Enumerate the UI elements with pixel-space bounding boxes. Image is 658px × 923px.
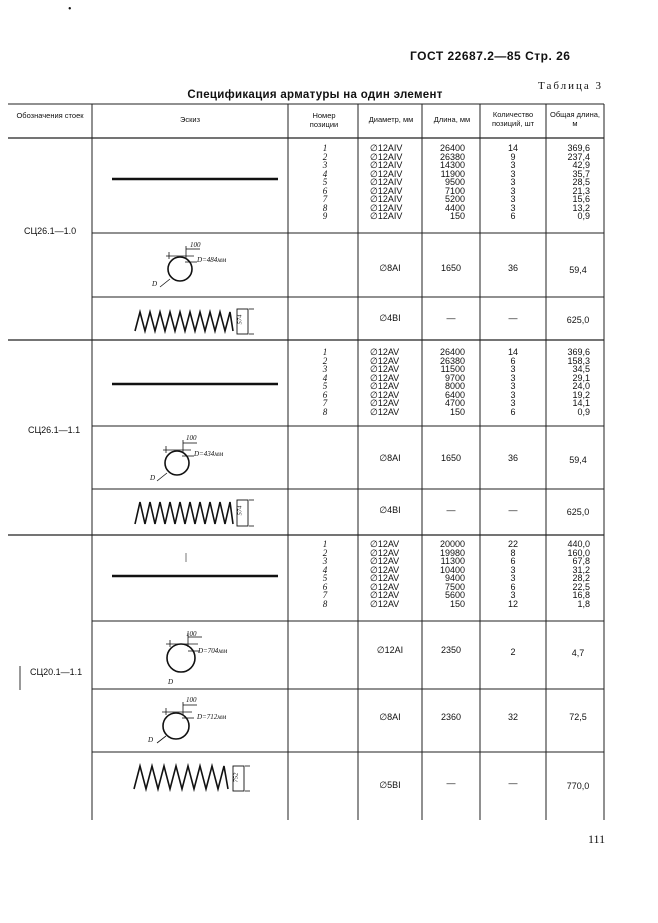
dim-top-2: 100 — [186, 434, 197, 442]
len-list-2: 26400 26380 11500 9700 8000 6400 4700 150 — [439, 347, 465, 417]
qty-cell-1b: 36 — [507, 263, 518, 273]
dia-cell-1b: ∅8AI — [379, 263, 401, 273]
dim-side-2: 574 — [236, 505, 244, 516]
len-cell-3d: — — [446, 778, 456, 788]
group-mark-1: СЦ26.1—1.0 — [24, 226, 77, 236]
col-header-len: Длина, мм — [433, 115, 471, 124]
total-cell-1b: 59,4 — [569, 265, 587, 275]
table-title: Спецификация арматуры на один элемент — [187, 89, 443, 101]
document-header: ГОСТ 22687.2—85 Стр. 26 — [410, 49, 571, 63]
ring-sketch-2 — [157, 440, 197, 481]
len-list-1: 26400 26380 14300 11900 9500 7100 5200 4400 150 — [439, 143, 465, 221]
dia-cell-3d: ∅5BI — [379, 780, 401, 790]
ring-sketch-4 — [157, 702, 197, 743]
col-header-dia: Диаметр, мм — [368, 115, 414, 124]
qty-cell-1c: — — [508, 313, 518, 323]
dim-label-2: D — [150, 474, 156, 482]
dim-d-4: D=712мм — [197, 713, 227, 721]
len-cell-2c: — — [446, 505, 456, 515]
dia-cell-2c: ∅4BI — [379, 505, 401, 515]
total-cell-3b: 4,7 — [571, 648, 585, 658]
dia-list-3: ∅12AV ∅12AV ∅12AV ∅12AV ∅12AV ∅12AV ∅12AV ∅12AV — [370, 539, 400, 609]
qty-cell-3c: 32 — [507, 712, 518, 722]
col-header-total: Общая длина, м — [550, 110, 600, 128]
len-cell-3c: 2360 — [440, 712, 462, 722]
dim-d-2: D=434мм — [194, 450, 224, 458]
total-cell-3d: 770,0 — [566, 781, 590, 791]
dia-cell-2b: ∅8AI — [379, 453, 401, 463]
dim-side-1: 574 — [236, 314, 244, 325]
total-cell-1c: 625,0 — [566, 315, 590, 325]
qty-list-3: 22 8 6 3 3 6 3 12 — [507, 539, 518, 609]
dim-top-3: 100 — [186, 630, 197, 638]
len-cell-1c: — — [446, 313, 456, 323]
dim-top-1: 100 — [190, 241, 201, 249]
col-header-qty: Количество позиций, шт — [491, 110, 535, 128]
dim-side-3: 752 — [232, 772, 240, 783]
total-cell-2b: 59,4 — [569, 455, 587, 465]
dim-top-4: 100 — [186, 696, 197, 704]
len-cell-1b: 1650 — [440, 263, 462, 273]
len-cell-3b: 2350 — [440, 645, 462, 655]
qty-cell-2c: — — [508, 505, 518, 515]
group-mark-3: СЦ20.1—1.1 — [30, 667, 83, 677]
qty-cell-2b: 36 — [507, 453, 518, 463]
qty-list-1: 14 9 3 3 3 3 3 3 6 — [507, 143, 518, 221]
col-header-mark: Обозначения стоек — [16, 111, 84, 120]
total-list-1: 369,6 237,4 42,9 35,7 28,5 21,3 15,6 13,2 0,9 — [567, 143, 590, 221]
ring-sketch-3 — [166, 633, 202, 672]
qty-cell-3b: 2 — [510, 647, 516, 657]
page-number: 111 — [588, 832, 606, 846]
table-label: Таблица 3 — [538, 80, 604, 92]
dia-cell-3c: ∅8AI — [379, 712, 401, 722]
total-cell-2c: 625,0 — [566, 507, 590, 517]
qty-cell-3d: — — [508, 778, 518, 788]
group-mark-2: СЦ26.1—1.1 — [28, 425, 81, 435]
total-list-3: 440,0 160,0 67,8 31,2 28,2 22,5 16,8 1,8 — [567, 539, 590, 609]
len-list-3: 20000 19980 11300 10400 9400 7500 5600 150 — [439, 539, 465, 609]
dim-d-3: D=704мм — [198, 647, 228, 655]
pos-list-1: 1 2 3 4 5 6 7 8 9 — [322, 143, 328, 221]
qty-list-2: 14 6 3 3 3 3 3 6 — [507, 347, 518, 417]
dia-cell-1c: ∅4BI — [379, 313, 401, 323]
dia-list-1: ∅12AIV ∅12AIV ∅12AIV ∅12AIV ∅12AIV ∅12AIV ∅12AIV ∅12AIV ∅12AIV — [370, 143, 403, 221]
pos-list-2: 1 2 3 4 5 6 7 8 — [322, 347, 328, 417]
ring-sketch-1 — [160, 246, 200, 287]
dia-cell-3b: ∅12AI — [376, 645, 404, 655]
dim-label-3: D — [168, 678, 174, 686]
len-cell-2b: 1650 — [440, 453, 462, 463]
dia-list-2: ∅12AV ∅12AV ∅12AV ∅12AV ∅12AV ∅12AV ∅12AV ∅12AV — [370, 347, 400, 417]
col-header-pos: Номер позиции — [309, 111, 339, 129]
total-list-2: 369,6 158,3 34,5 29,1 24,0 19,2 14,1 0,9 — [567, 347, 590, 417]
pos-list-3: 1 2 3 4 5 6 7 8 — [322, 539, 328, 609]
col-header-sketch: Эскиз — [179, 115, 201, 124]
dim-label-4: D — [148, 736, 154, 744]
dim-label-1: D — [152, 280, 158, 288]
total-cell-3c: 72,5 — [569, 712, 587, 722]
page-mark: • — [68, 4, 72, 15]
dim-d-1: D=484мм — [197, 256, 227, 264]
